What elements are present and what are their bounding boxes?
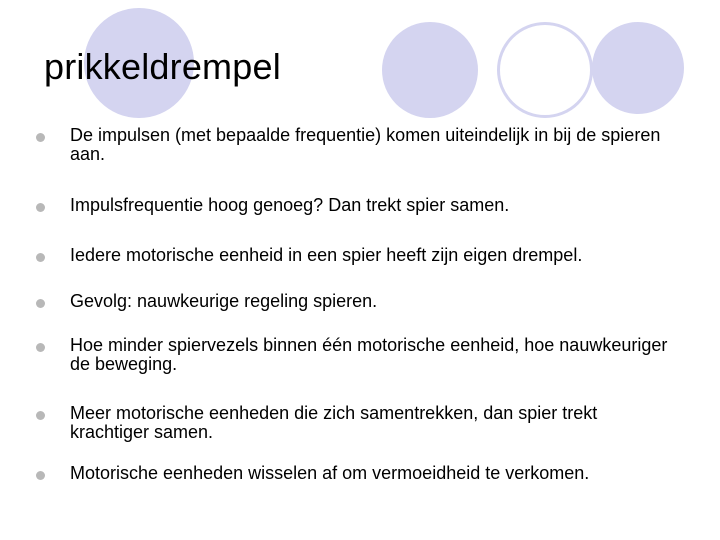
bullet-item [36, 246, 676, 265]
bullet-text: Motorische eenheden wisselen af om vermoeidheid te verkomen. [70, 463, 590, 483]
bullet-text: De impulsen (met bepaalde frequentie) komen uiteindelijk in bij de spieren aan. [70, 125, 661, 164]
bullet-text: Gevolg: nauwkeurige regeling spieren. [70, 291, 378, 311]
bullet-dot-icon [36, 253, 45, 262]
bullet-dot-icon [36, 411, 45, 420]
bullet-item [36, 404, 676, 442]
bullet-text: Hoe minder spiervezels binnen één motorische eenheid, hoe nauwkeuriger de beweging. [70, 335, 668, 374]
slide-title: prikkeldrempel [44, 46, 281, 87]
bullet-dot-icon [36, 343, 45, 352]
bullet-item [36, 126, 676, 164]
bullet-dot-icon [36, 203, 45, 212]
bullet-item [36, 336, 676, 374]
decor-circle-3 [592, 22, 684, 114]
bullet-text: Impulsfrequentie hoog genoeg? Dan trekt spier samen. [70, 195, 510, 215]
bullet-item [36, 464, 676, 483]
bullet-text: Meer motorische eenheden die zich samentrekken, dan spier trekt krachtiger samen. [70, 403, 598, 442]
decor-circle-2 [382, 22, 478, 118]
decor-ring-1 [497, 22, 593, 118]
bullet-dot-icon [36, 299, 45, 308]
bullet-dot-icon [36, 133, 45, 142]
bullet-text: Iedere motorische eenheid in een spier heeft zijn eigen drempel. [70, 245, 583, 265]
bullet-item [36, 196, 676, 215]
bullet-item [36, 292, 676, 311]
bullet-dot-icon [36, 471, 45, 480]
